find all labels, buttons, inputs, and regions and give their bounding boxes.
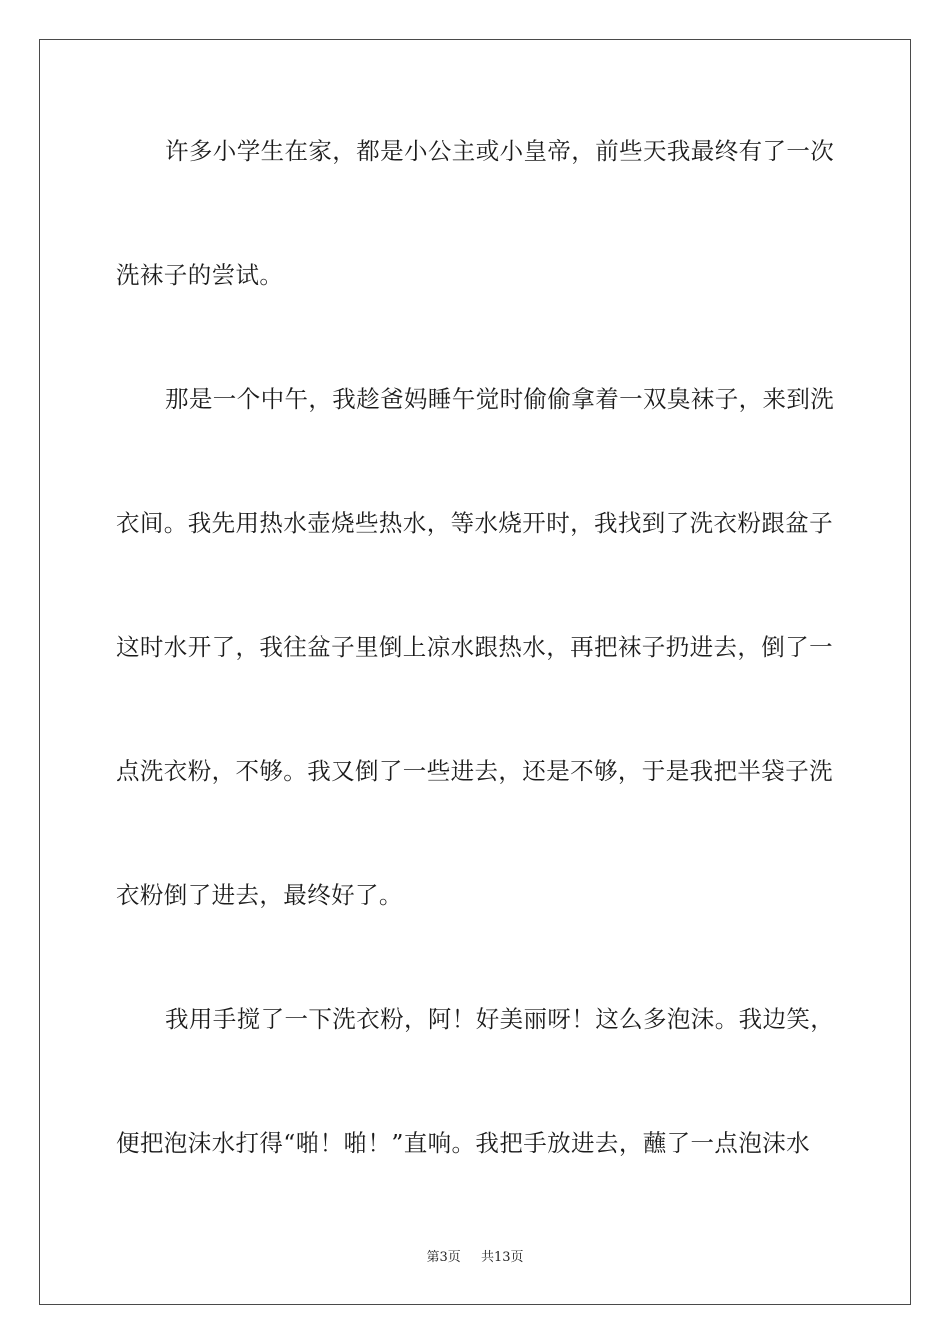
paragraph-1-line-1: 许多小学生在家，都是小公主或小皇帝，前些天我最终有了一次 xyxy=(165,137,835,165)
paragraph-3-line-2: 便把泡沫水打得“啪！啪！”直响。我把手放进去，蘸了一点泡沫水 xyxy=(116,1129,811,1157)
page-total: 共13页 xyxy=(480,1250,524,1265)
paragraph-2-line-2: 衣间。我先用热水壶烧些热水，等水烧开时，我找到了洗衣粉跟盆子 xyxy=(116,509,833,537)
paragraph-2-line-1: 那是一个中午，我趁爸妈睡午觉时偷偷拿着一双臭袜子，来到洗 xyxy=(165,385,835,413)
page-footer xyxy=(0,1246,950,1265)
paragraph-2-line-5: 衣粉倒了进去，最终好了。 xyxy=(116,881,403,909)
page-border xyxy=(39,39,911,1305)
paragraph-3-line-1: 我用手搅了一下洗衣粉，阿！好美丽呀！这么多泡沫。我边笑， xyxy=(165,1005,835,1033)
paragraph-2-line-4: 点洗衣粉，不够。我又倒了一些进去，还是不够，于是我把半袋子洗 xyxy=(116,757,833,785)
page-number: 第3页 xyxy=(426,1250,461,1265)
paragraph-1-line-2: 洗袜子的尝试。 xyxy=(116,261,284,289)
paragraph-2-line-3: 这时水开了，我往盆子里倒上凉水跟热水，再把袜子扔进去，倒了一 xyxy=(116,633,833,661)
